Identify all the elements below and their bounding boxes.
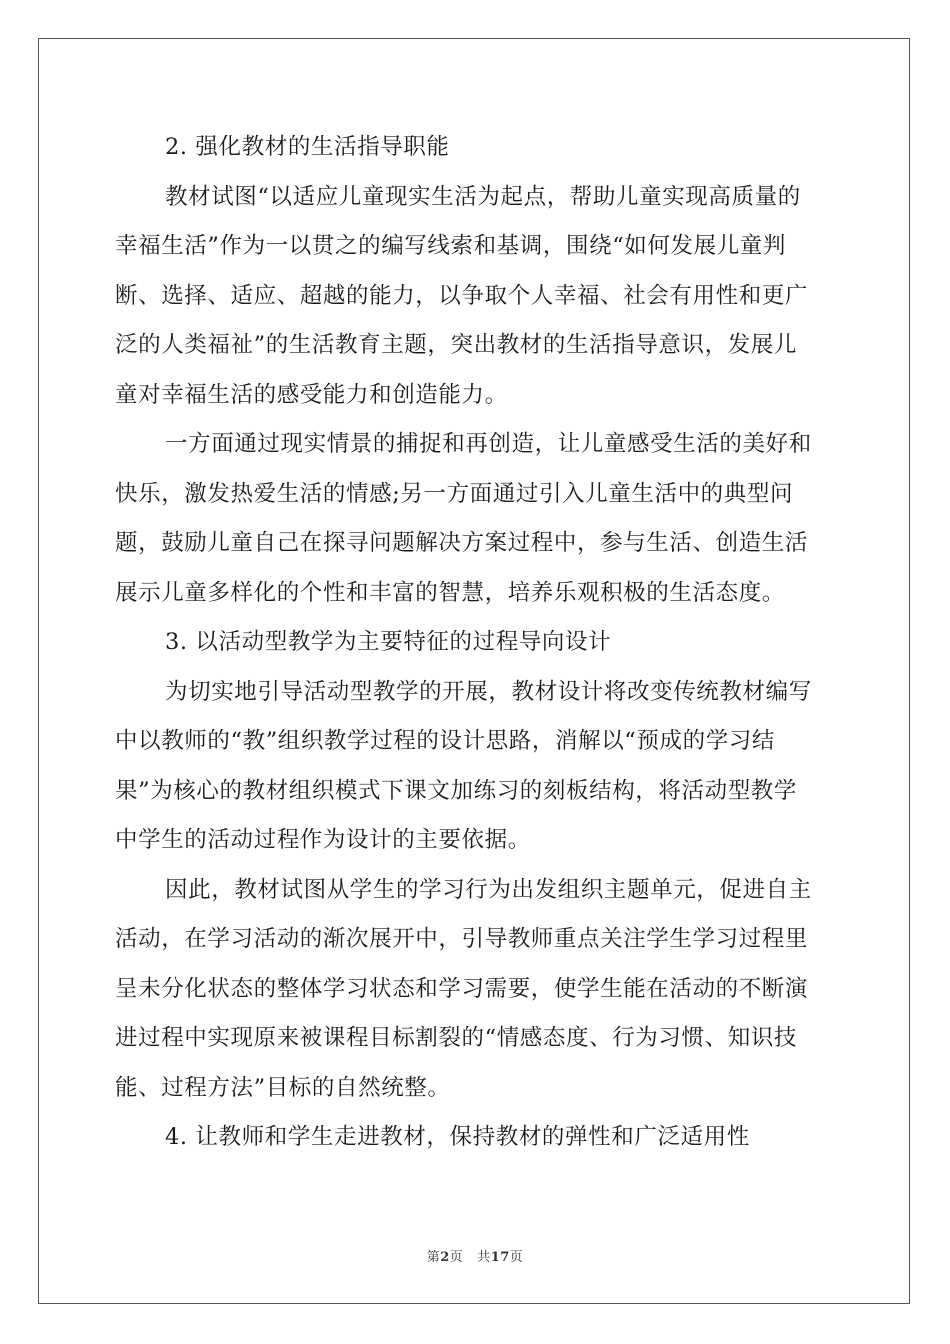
- paragraph-line: 活动，在学习活动的渐次展开中，引导教师重点关注学生学习过程里: [115, 926, 809, 952]
- section-heading: 2. 强化教材的生活指导职能: [165, 134, 450, 160]
- document-body: [115, 123, 835, 1163]
- page-number: 2: [440, 1250, 450, 1265]
- total-prefix: 共: [477, 1250, 491, 1265]
- page-suffix: 页: [449, 1250, 464, 1265]
- paragraph-line: 幸福生活”作为一以贯之的编写线索和基调，围绕“如何发展儿童判: [115, 233, 787, 259]
- section-heading: 3. 以活动型教学为主要特征的过程导向设计: [165, 629, 612, 655]
- paragraph-line: 果”为核心的教材组织模式下课文加练习的刻板结构，将活动型教学: [115, 777, 798, 804]
- page-footer: [0, 1246, 950, 1265]
- paragraph-line: 能、过程方法”目标的自然统整。: [115, 1074, 451, 1101]
- paragraph-line: 中以教师的“教”组织教学过程的设计思路，消解以“预成的学习结: [115, 728, 776, 754]
- paragraph-line: 为切实地引导活动型教学的开展，教材设计将改变传统教材编写: [165, 678, 812, 705]
- paragraph-line: 进过程中实现原来被课程目标割裂的“情感态度、行为习惯、知识技: [115, 1025, 798, 1051]
- paragraph-line: 快乐，激发热爱生活的情感;另一方面通过引入儿童生活中的典型问: [115, 480, 794, 507]
- paragraph-line: 中学生的活动过程作为设计的主要依据。: [115, 827, 531, 853]
- paragraph-line: 一方面通过现实情景的捕捉和再创造，让儿童感受生活的美好和: [165, 431, 812, 457]
- paragraph-line: 呈未分化状态的整体学习状态和学习需要，使学生能在活动的不断演: [115, 975, 809, 1002]
- section-heading: 4. 让教师和学生走进教材，保持教材的弹性和广泛适用性: [165, 1124, 750, 1150]
- page-prefix: 第: [426, 1250, 441, 1265]
- paragraph-line: 题，鼓励儿童自己在探寻问题解决方案过程中，参与生活、创造生活: [115, 530, 809, 556]
- total-suffix: 页: [509, 1250, 524, 1265]
- paragraph-line: 断、选择、适应、超越的能力，以争取个人幸福、社会有用性和更广: [115, 282, 809, 309]
- paragraph-line: 因此，教材试图从学生的学习行为出发组织主题单元，促进自主: [165, 876, 812, 903]
- paragraph-line: 教材试图“以适应儿童现实生活为起点，帮助儿童实现高质量的: [165, 183, 801, 210]
- total-pages: 17: [490, 1250, 510, 1265]
- paragraph-line: 童对幸福生活的感受能力和创造能力。: [115, 381, 508, 408]
- paragraph-line: 展示儿童多样化的个性和丰富的智慧，培养乐观积极的生活态度。: [115, 579, 785, 606]
- paragraph-line: 泛的人类福祉”的生活教育主题，突出教材的生活指导意识，发展儿: [115, 332, 798, 358]
